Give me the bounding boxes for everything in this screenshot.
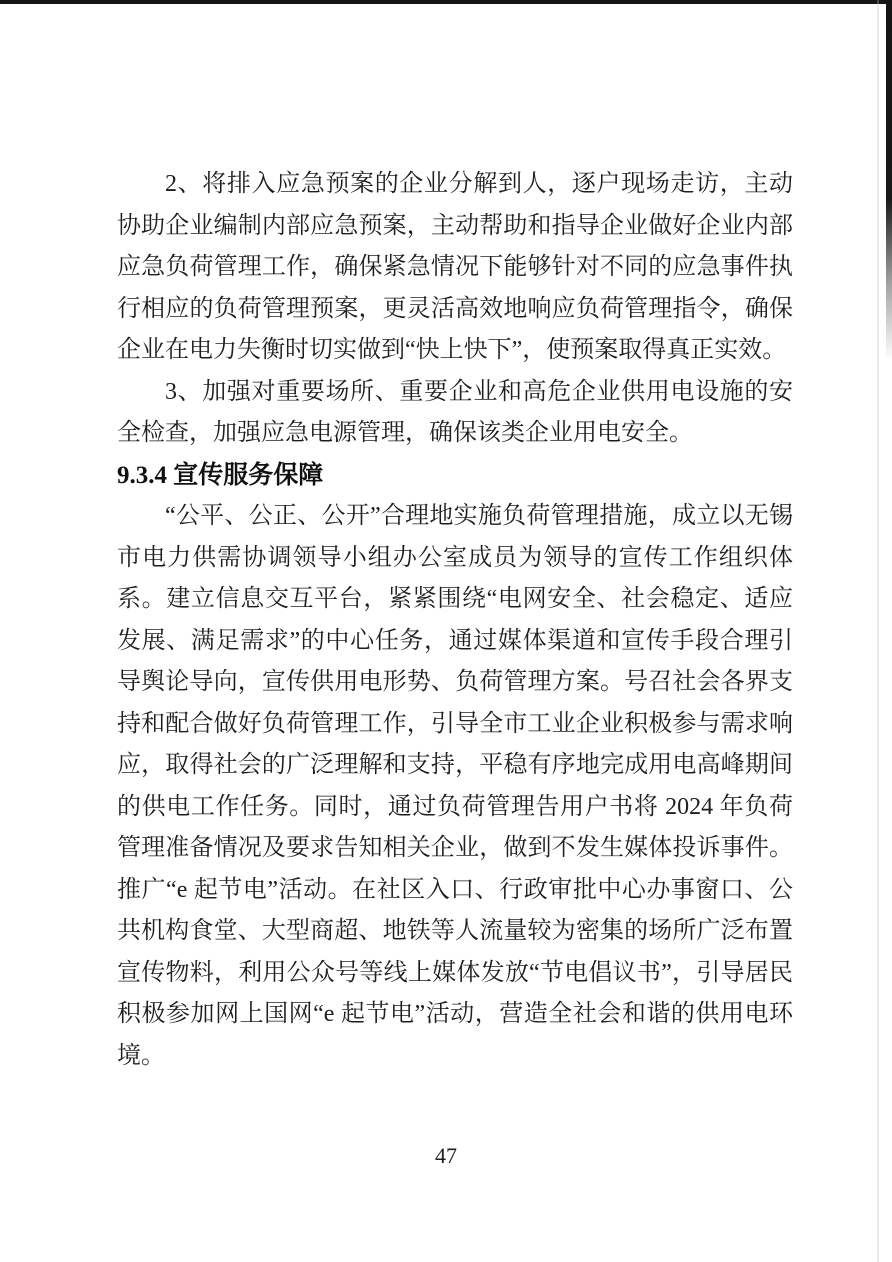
paragraph-emergency-plan: 2、将排入应急预案的企业分解到人，逐户现场走访，主动协助企业编制内部应急预案，主动帮助和指导企业做好企业内部应急负荷管理工作，确保紧急情况下能够针对不同的应急事件执行相应的负荷管理预案，更灵活高效地响应负荷管理指令，确保企业在电力失衡时切实做到“快上快下”，使预案取得真正实效。 <box>117 171 793 363</box>
paragraph-safety-check: 3、加强对重要场所、重要企业和高危企业供用电设施的安全检查，加强应急电源管理，确保该类企业用电安全。 <box>117 378 793 446</box>
page-number: 47 <box>435 1143 457 1168</box>
paragraph-publicity-service: “公平、公正、公开”合理地实施负荷管理措施，成立以无锡市电力供需协调领导小组办公室成员为领导的宣传工作组织体系。建立信息交互平台，紧紧围绕“电网安全、社会稳定、适应发展、满足需求”的中心任务，通过媒体渠道和宣传手段合理引导舆论导向，宣传供用电形势、负荷管理方案。号召社会各界支持和配合做好负荷管理工作，引导全市工业企业积极参与需求响应，取得社会的广泛理解和支持，平稳有序地完成用电高峰期间的供电工作任务。同时，通过负荷管理告用户书将 2024 年负荷管理准备情况及要求告知相关企业，做到不发生媒体投诉事件。推广“e 起节电”活动。在社区入口、行政审批中心办事窗口、公共机构食堂、大型商超、地铁等人流量较为密集的场所广泛布置宣传物料，利用公众号等线上媒体发放“节电倡议书”，引导居民积极参加网上国网“e 起节电”活动，营造全社会和谐的供用电环境。 <box>117 503 793 1069</box>
section-heading-9-3-4: 9.3.4 宣传服务保障 <box>117 461 324 489</box>
scan-line-right <box>877 0 879 1262</box>
page-content <box>117 0 793 1077</box>
scan-edge-right <box>886 0 892 360</box>
